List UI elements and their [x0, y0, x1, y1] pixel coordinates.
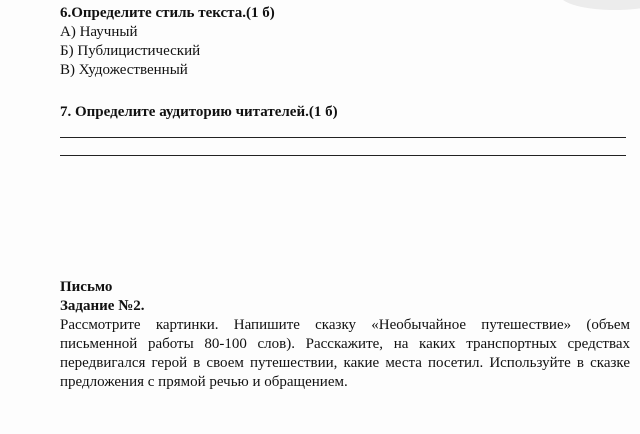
question-6-title: 6.Определите стиль текста.(1 б): [60, 5, 275, 21]
writing-section-title: Письмо: [60, 279, 113, 295]
writing-task-text: Рассмотрите картинки. Напишите сказку «Необычайное путешествие» (объем письменной работы 80-100 слов). Расскажите, на каких транспортных средствах передвигался герой в своем путешествии, какие места посетил. Используйте в сказке предложения с прямой речью и обращением.: [60, 317, 630, 390]
writing-section: [60, 278, 630, 392]
question-6-option-b: Б) Публицистический: [60, 43, 201, 59]
answer-line-2: [60, 155, 626, 156]
writing-task-title: Задание №2.: [60, 298, 145, 314]
question-7: [60, 103, 338, 122]
question-6-option-c: В) Художественный: [60, 62, 188, 78]
question-6-option-a: А) Научный: [60, 24, 138, 40]
answer-line-1: [60, 137, 626, 138]
question-7-title: 7. Определите аудиторию читателей.(1 б): [60, 104, 338, 120]
question-6: [60, 4, 275, 80]
page-corner-shadow: [560, 0, 640, 10]
